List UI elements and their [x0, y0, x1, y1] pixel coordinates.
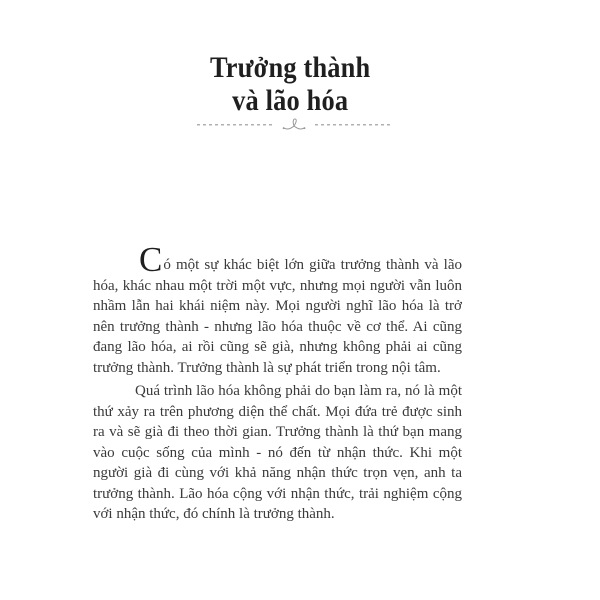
- body-text: [93, 240, 462, 525]
- floral-flourish-icon: [281, 116, 308, 133]
- divider-dash-left: [197, 124, 274, 126]
- paragraph-1-text: ó một sự khác biệt lớn giữa trưởng thành và lão hóa, khác nhau một trời một vực, nhưng mọi người vẫn luôn nhầm lẫn hai khái niệm này. Mọi người nghĩ lão hóa là trở nên trưởng thành - nhưng lão hóa thuộc về cơ thể. Ai cũng đang lão hóa, ai rồi cũng sẽ già, nhưng không phải ai cũng trưởng thành. Trưởng thành là sự phát triển trong nội tâm.: [93, 257, 462, 376]
- chapter-title: [0, 51, 590, 117]
- divider-dash-right: [315, 124, 392, 126]
- paragraph-2: [93, 381, 462, 525]
- paragraph-1: [93, 240, 462, 378]
- paragraph-2-text: Quá trình lão hóa không phải do bạn làm ra, nó là một thứ xảy ra trên phương diện thể chất. Mọi đứa trẻ được sinh ra và sẽ già đi theo thời gian. Trưởng thành là thứ bạn mang vào cuộc sống của mình - nó đến từ nhận thức. Khi một người già đi cùng với khả năng nhận thức trọn vẹn, anh ta trưởng thành. Lão hóa cộng với nhận thức, trải nghiệm cộng với nhận thức, đó chính là trưởng thành.: [93, 383, 462, 522]
- chapter-title-line1: Trưởng thành: [209, 51, 371, 84]
- chapter-title-line2: và lão hóa: [231, 84, 349, 117]
- dropcap-letter: C: [139, 240, 163, 279]
- chapter-title-text: [210, 51, 370, 117]
- title-divider: [0, 115, 594, 135]
